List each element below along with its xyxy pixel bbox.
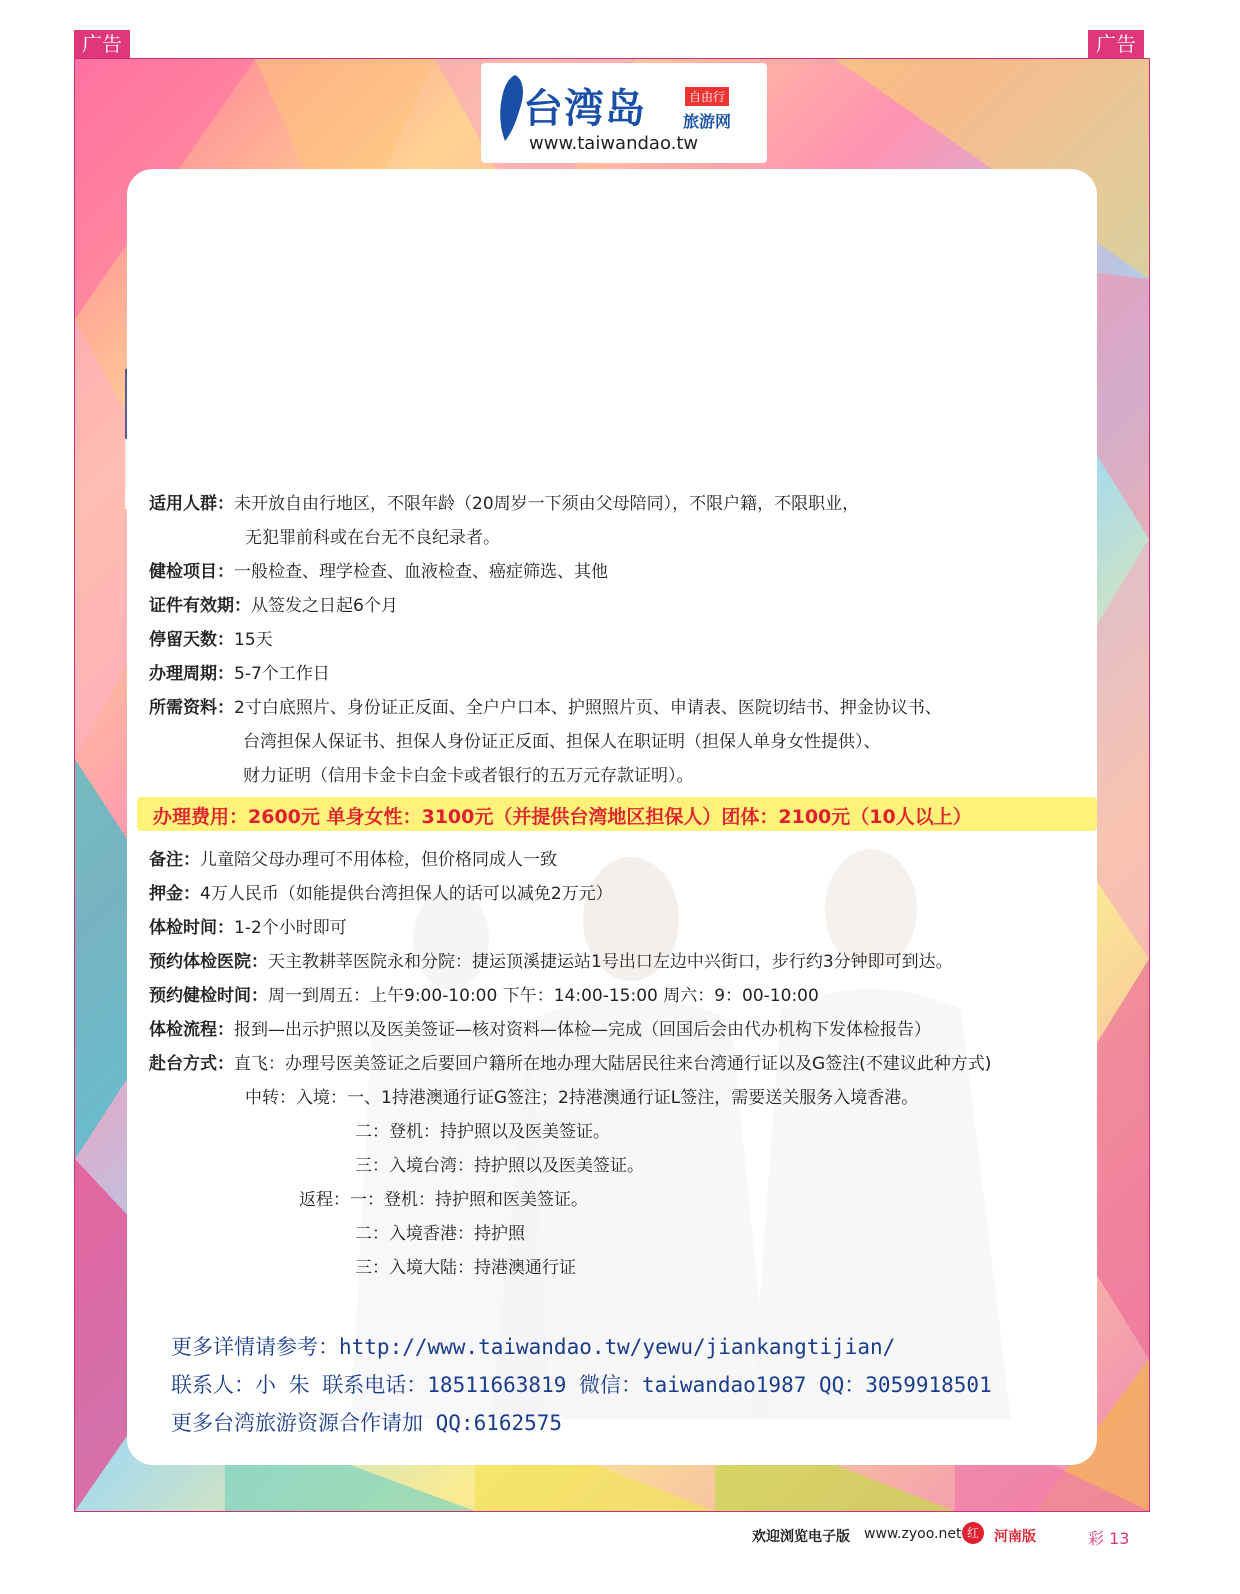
info-row — [149, 879, 613, 904]
info-key: 停留天数： — [149, 630, 234, 650]
info-key: 体检流程： — [149, 1020, 234, 1040]
brand-logo[interactable] — [481, 63, 767, 163]
ad-frame — [74, 58, 1150, 1512]
info-value: 无犯罪前科或在台无不良纪录者。 — [245, 528, 500, 548]
info-value: 天主教耕莘医院永和分院：捷运顶溪捷运站1号出口左边中兴街口，步行约3分钟即可到达。 — [268, 952, 953, 972]
route-line: 二：登机：持护照以及医美签证。 — [355, 1122, 610, 1142]
footer-red-badge: 红 — [962, 1522, 984, 1544]
logo-brand-text: 台湾岛 — [523, 86, 646, 132]
info-value: 儿童陪父母办理可不用体检，但价格同成人一致 — [200, 850, 557, 870]
info-row — [149, 489, 859, 514]
info-key: 所需资料： — [149, 698, 234, 718]
info-value: 15天 — [234, 630, 273, 650]
logo-badge: 自由行 — [685, 87, 729, 106]
info-key: 预约健检时间： — [149, 986, 268, 1006]
contact-more-info-link[interactable]: 更多详情请参考：http://www.taiwandao.tw/yewu/jiankangtijian/ — [171, 1335, 896, 1359]
route-line: 中转：入境：一、1持港澳通行证G签注；2持港澳通行证L签注，需要送关服务入境香港。 — [245, 1088, 919, 1108]
info-value: 2寸白底照片、身份证正反面、全户户口本、护照照片页、申请表、医院切结书、押金协议书、 — [234, 698, 942, 718]
info-row — [149, 981, 819, 1006]
info-key: 办理周期： — [149, 664, 234, 684]
info-row — [245, 523, 500, 548]
info-value: 未开放自由行地区，不限年龄（20周岁一下须由父母陪同），不限户籍，不限职业， — [234, 494, 860, 514]
info-key: 体检时间： — [149, 918, 234, 938]
info-row — [243, 727, 881, 752]
info-row — [243, 761, 694, 786]
info-key: 证件有效期： — [149, 596, 251, 616]
info-row — [149, 1049, 991, 1074]
info-value: 5-7个工作日 — [234, 664, 330, 684]
info-row — [149, 625, 273, 650]
info-value: 台湾担保人保证书、担保人身份证正反面、担保人在职证明（担保人单身女性提供）、 — [243, 732, 881, 752]
route-line: 二：入境香港：持护照 — [355, 1224, 525, 1244]
info-row — [149, 591, 398, 616]
fee-text: 办理费用：2600元 单身女性：3100元（并提供台湾地区担保人）团体：2100元（10人以上） — [153, 806, 972, 828]
info-key: 押金： — [149, 884, 200, 904]
info-row — [149, 947, 953, 972]
footer-edition: 河南版 — [994, 1529, 1036, 1545]
footer-page-number: 彩 13 — [1088, 1529, 1130, 1548]
info-key: 适用人群： — [149, 494, 234, 514]
info-row — [149, 659, 330, 684]
info-value: 报到—出示护照以及医美签证—核对资料—体检—完成（回国后会由代办机构下发体检报告） — [234, 1020, 931, 1040]
ad-tag-left: 广告 — [74, 30, 130, 58]
info-key: 备注： — [149, 850, 200, 870]
route-line: 返程：一：登机：持护照和医美签证。 — [299, 1190, 588, 1210]
info-value: 从签发之日起6个月 — [251, 596, 398, 616]
info-row — [149, 845, 557, 870]
info-value: 4万人民币（如能提供台湾担保人的话可以减免2万元） — [200, 884, 613, 904]
logo-url: www.taiwandao.tw — [529, 133, 699, 154]
info-value: 一般检查、理学检查、血液检查、癌症筛选、其他 — [234, 562, 608, 582]
info-key: 预约体检医院： — [149, 952, 268, 972]
route-line: 三：入境大陆：持港澳通行证 — [355, 1258, 576, 1278]
info-value: 直飞：办理号医美签证之后要回户籍所在地办理大陆居民往来台湾通行证以及G签注(不建议此种方式) — [234, 1054, 992, 1074]
footer-welcome: 欢迎浏览电子版 — [752, 1529, 850, 1545]
info-key: 健检项目： — [149, 562, 234, 582]
info-row — [149, 1015, 931, 1040]
info-row — [149, 913, 347, 938]
info-value: 1-2个小时即可 — [234, 918, 347, 938]
logo-subtitle: 旅游网 — [683, 112, 732, 131]
info-row — [149, 693, 942, 718]
route-line: 三：入境台湾：持护照以及医美签证。 — [355, 1156, 644, 1176]
ad-tag-right: 广告 — [1088, 30, 1144, 58]
footer-site-link[interactable]: www.zyoo.net — [864, 1526, 962, 1542]
info-row — [149, 557, 608, 582]
info-key: 赴台方式： — [149, 1054, 234, 1074]
info-value: 财力证明（信用卡金卡白金卡或者银行的五万元存款证明）。 — [243, 766, 694, 786]
contact-person: 联系人：小 朱 联系电话：18511663819 微信：taiwandao1987 QQ：3059918501 — [171, 1373, 992, 1397]
contact-cooperation: 更多台湾旅游资源合作请加 QQ:6162575 — [171, 1411, 563, 1435]
info-value: 周一到周五：上午9:00-10:00 下午：14:00-15:00 周六：9：00-10:00 — [268, 986, 819, 1006]
